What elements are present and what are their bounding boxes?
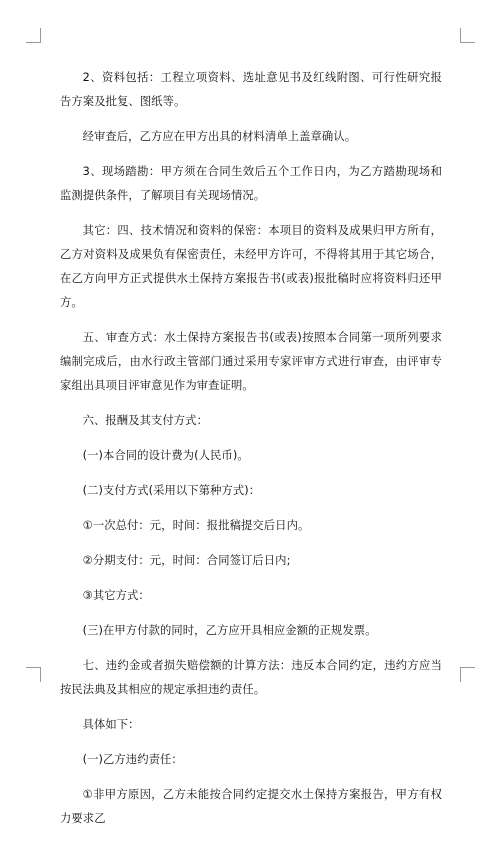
crop-mark-top-right xyxy=(460,28,475,43)
paragraph-site-survey: 3、现场踏勘：甲方须在合同生效后五个工作日内，为乙方踏勘现场和监测提供条件，了解项目有关现场情况。 xyxy=(60,165,442,202)
paragraph-payment-method: (二)支付方式(采用以下第种方式)： xyxy=(82,484,261,497)
paragraph-party-b-breach: ①非甲方原因，乙方未能按合同约定提交水土保持方案报告，甲方有权力要求乙 xyxy=(60,788,442,825)
paragraph-invoice: (三)在甲方付款的同时，乙方应开具相应金额的正规发票。 xyxy=(82,624,377,637)
paragraph-payment-heading: 六、报酬及其支付方式： xyxy=(82,414,208,427)
paragraph-lump-sum: ①一次总付：元，时间：报批稿提交后日内。 xyxy=(82,519,310,532)
paragraph-other-method: ③其它方式： xyxy=(82,589,150,602)
paragraph-penalty: 七、违约金或者损失赔偿额的计算方法：违反本合同约定，违约方应当按民法典及其相应的规定承担违约责任。 xyxy=(60,659,442,696)
paragraph-confidentiality: 其它：四、技术情况和资料的保密：本项目的资料及成果归甲方所有，乙方对资料及成果负有保密责任，未经甲方许可，不得将其用于其它场合，在乙方向甲方正式提供水土保持方案报告书(或表)报批稿时应将资料归还甲方。 xyxy=(60,224,442,309)
crop-mark-bottom-right xyxy=(460,667,475,682)
paragraph-review-method: 五、审查方式：水土保持方案报告书(或表)按照本合同第一项所列要求编制完成后，由水行政主管部门通过采用专家评审方式进行审查，由评审专家组出具项目评审意见作为审查证明。 xyxy=(60,331,442,392)
paragraph-review-confirm: 经审查后，乙方应在甲方出具的材料清单上盖章确认。 xyxy=(82,130,357,143)
paragraph-installments: ②分期支付：元，时间：合同签订后日内; xyxy=(82,554,291,567)
paragraph-party-b-liability: (一)乙方违约责任： xyxy=(82,753,183,766)
crop-mark-top-left xyxy=(26,28,41,43)
paragraph-materials: 2、资料包括：工程立项资料、选址意见书及红线附图、可行性研究报告方案及批复、图纸等。 xyxy=(60,71,442,108)
paragraph-details-heading: 具体如下： xyxy=(82,718,140,731)
document-body xyxy=(60,66,442,842)
paragraph-design-fee: (一)本合同的设计费为(人民币)。 xyxy=(82,449,249,462)
crop-mark-bottom-left xyxy=(26,667,41,682)
